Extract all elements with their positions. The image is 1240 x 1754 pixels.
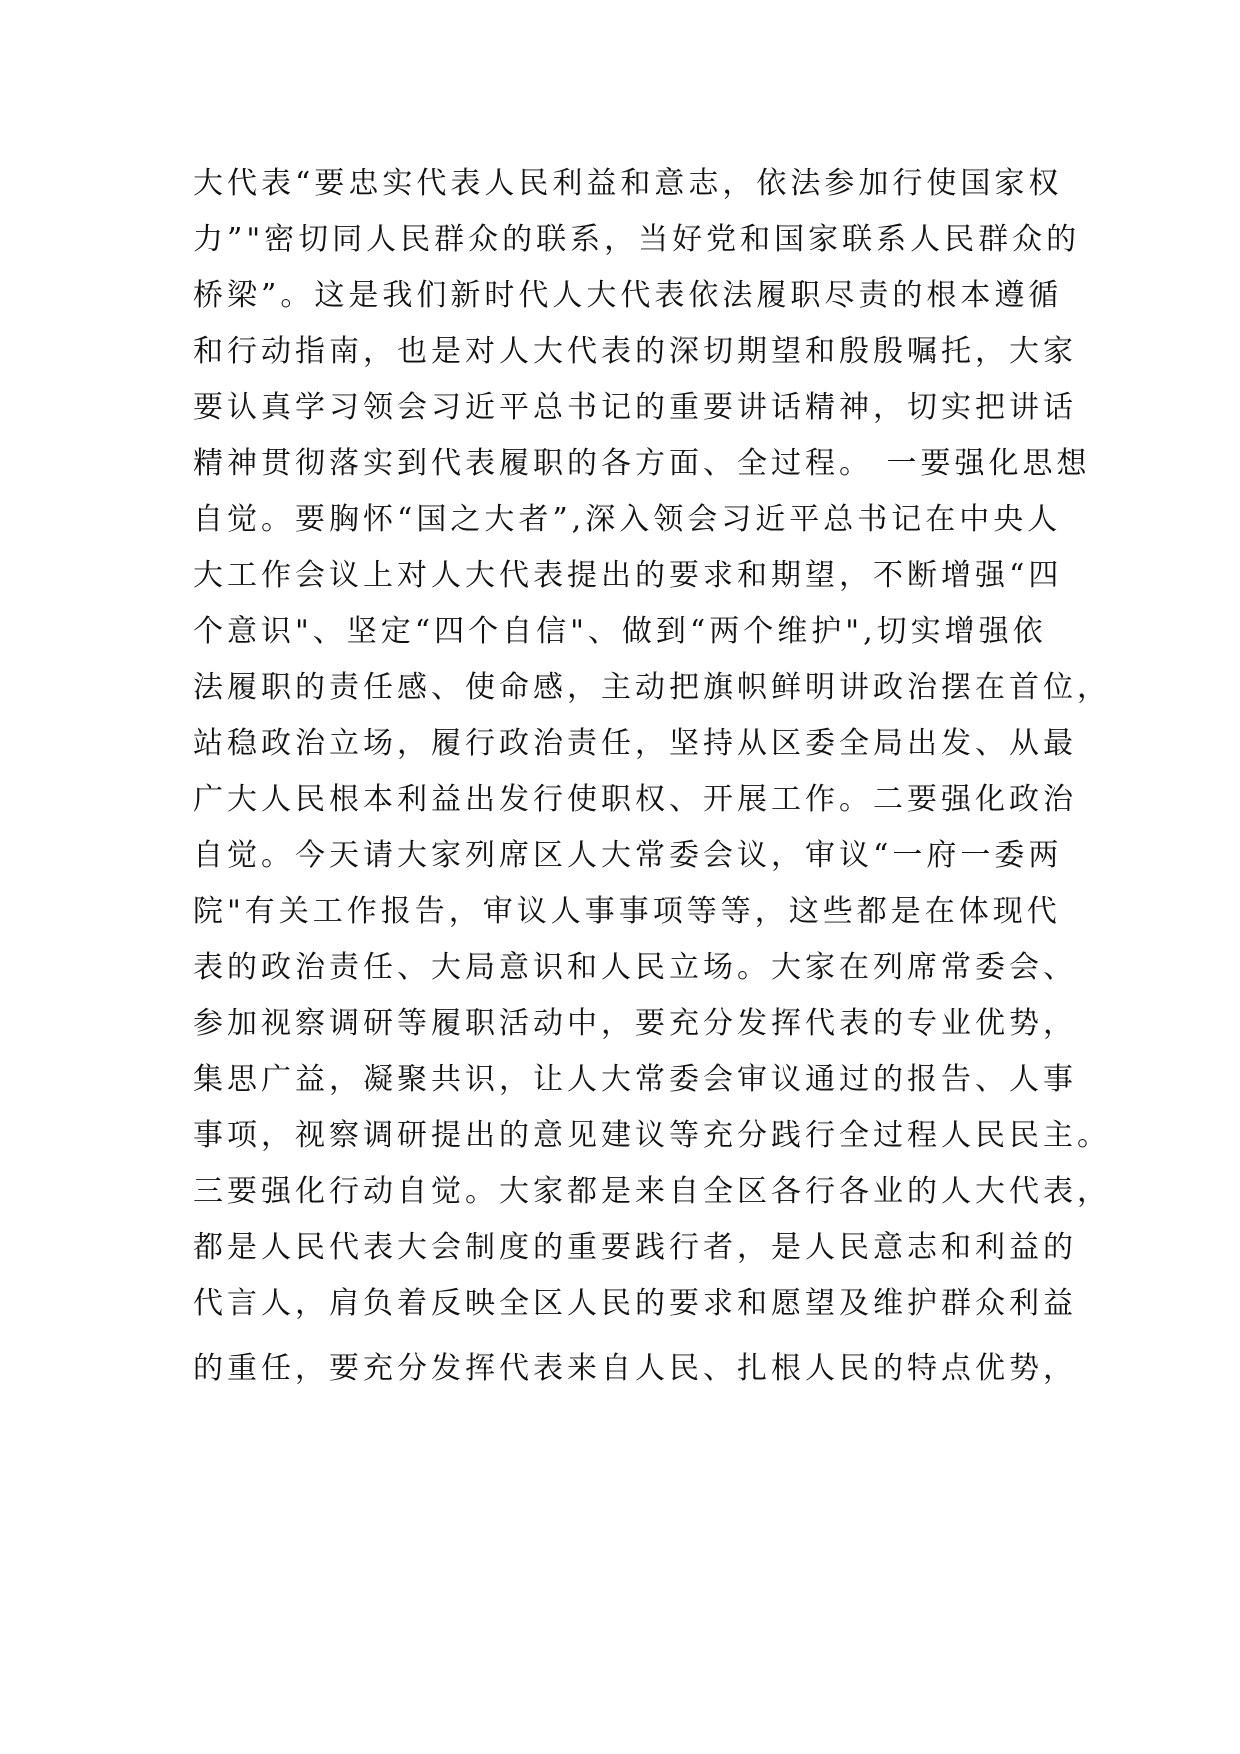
text-line: 力”"密切同人民群众的联系，当好党和国家联系人民群众的 xyxy=(193,222,1081,257)
text-line: 大代表“要忠实代表人民利益和意志，依法参加行使国家权 xyxy=(193,166,1063,201)
text-line: 广大人民根本利益出发行使职权、开展工作。二要强化政治 xyxy=(193,782,1077,817)
text-line: 参加视察调研等履职活动中，要充分发挥代表的专业优势， xyxy=(193,1006,1077,1041)
text-line: 三要强化行动自觉。大家都是来自全区各行各业的人大代表， xyxy=(193,1174,1111,1209)
text-line: 精神贯彻落实到代表履职的各方面、全过程。 一要强化思想 xyxy=(193,446,1091,481)
text-line: 站稳政治立场，履行政治责任，坚持从区委全局出发、从最 xyxy=(193,726,1077,761)
text-line: 都是人民代表大会制度的重要践行者，是人民意志和利益的 xyxy=(193,1230,1077,1265)
text-line: 代言人，肩负着反映全区人民的要求和愿望及维护群众利益 xyxy=(193,1286,1077,1321)
text-line: 自觉。今天请大家列席区人大常委会议，审议“一府一委两 xyxy=(193,838,1063,873)
text-line: 法履职的责任感、使命感，主动把旗帜鲜明讲政治摆在首位， xyxy=(193,670,1111,705)
text-line: 大工作会议上对人大代表提出的要求和期望，不断增强“四 xyxy=(193,558,1063,593)
text-line: 的重任，要充分发挥代表来自人民、扎根人民的特点优势， xyxy=(193,1351,1077,1386)
text-line: 表的政治责任、大局意识和人民立场。大家在列席常委会、 xyxy=(193,950,1077,985)
text-line: 集思广益，凝聚共识，让人大常委会审议通过的报告、人事 xyxy=(193,1062,1077,1097)
text-line: 个意识"、坚定“四个自信"、做到“两个维护",切实增强依 xyxy=(193,614,1047,649)
text-line: 和行动指南，也是对人大代表的深切期望和殷殷嘱托，大家 xyxy=(193,334,1077,369)
text-line: 自觉。要胸怀“国之大者”,深入领会习近平总书记在中央人 xyxy=(193,502,1062,537)
body-text xyxy=(193,156,1111,1397)
text-line: 事项，视察调研提出的意见建议等充分践行全过程人民民主。 xyxy=(193,1118,1111,1153)
text-line: 要认真学习领会习近平总书记的重要讲话精神，切实把讲话 xyxy=(193,390,1077,425)
text-line: 院"有关工作报告，审议人事事项等等，这些都是在体现代 xyxy=(193,894,1061,929)
text-line: 桥梁”。这是我们新时代人大代表依法履职尽责的根本遵循 xyxy=(193,278,1063,313)
